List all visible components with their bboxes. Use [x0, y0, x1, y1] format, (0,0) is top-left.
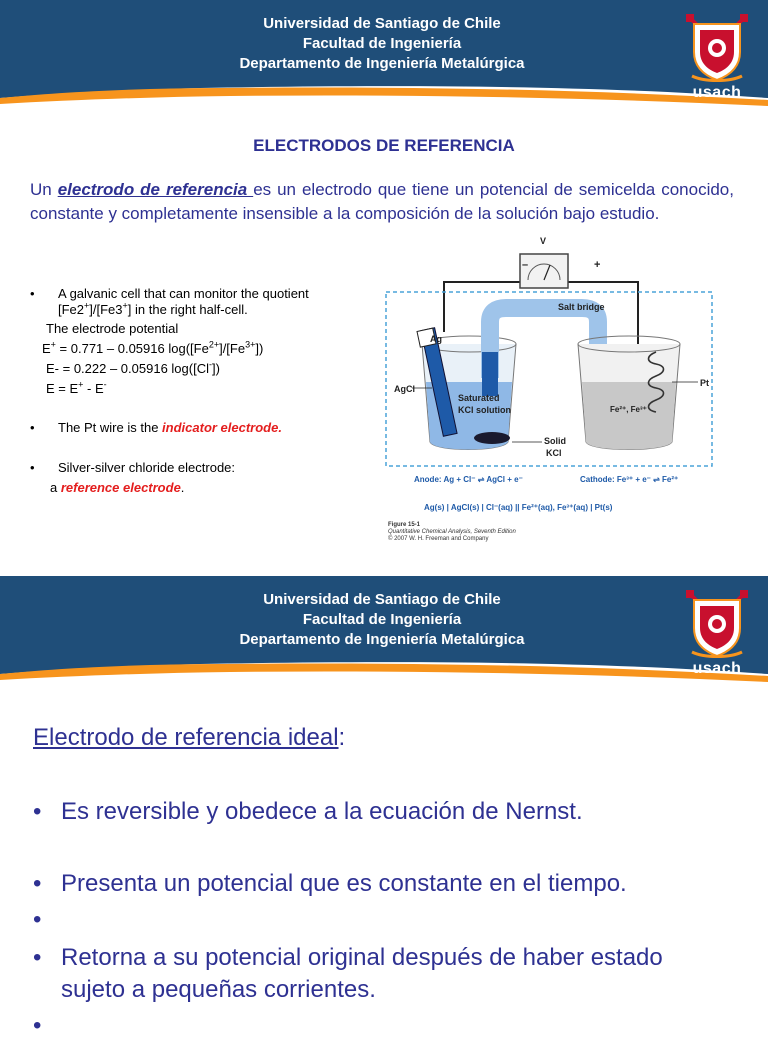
header-text: [0, 590, 768, 650]
department-name: Departamento de Ingeniería Metalúrgica: [239, 631, 525, 648]
kcl-solution-label: KCl solution: [458, 405, 511, 415]
usach-logo: [680, 10, 754, 106]
slide-gap: [0, 560, 768, 576]
anode-reaction: Anode: Ag + Cl⁻ ⇌ AgCl + e⁻: [414, 475, 523, 484]
galvanic-cell-diagram: [382, 232, 718, 546]
slide-title: Electrodo de referencia ideal:: [33, 724, 346, 751]
bullet-marker: •: [33, 906, 42, 933]
usach-wordmark: usach: [692, 660, 742, 677]
potential-label: The electrode potential: [46, 321, 179, 336]
bullet-marker: •: [33, 798, 42, 825]
bullet-marker: •: [30, 286, 35, 301]
slide-title: ELECTRODOS DE REFERENCIA: [253, 136, 515, 155]
bullet-marker: •: [33, 870, 42, 897]
slide-header: [0, 0, 768, 112]
department-name: Departamento de Ingeniería Metalúrgica: [239, 55, 525, 72]
indicator-electrode-term: indicator electrode.: [162, 420, 282, 435]
faculty-name: Facultad de Ingeniería: [302, 35, 462, 52]
faculty-name: Facultad de Ingeniería: [302, 611, 462, 628]
bullet-line-2: [Fe2+]/[Fe3+] in the right half-cell.: [58, 300, 248, 317]
header-text: [0, 14, 768, 74]
university-name: Universidad de Santiago de Chile: [263, 591, 501, 608]
reference-electrode-term: reference electrode: [60, 480, 181, 495]
ag-label: Ag: [430, 334, 442, 344]
slide-header: [0, 576, 768, 688]
fe-ions-label: Fe²⁺, Fe³⁺: [610, 405, 647, 414]
bullet-silver-electrode: • Silver-silver chloride electrode:: [30, 460, 236, 475]
bullet-galvanic-cell: [30, 286, 358, 318]
bullet-marker: •: [30, 460, 35, 475]
university-name: Universidad de Santiago de Chile: [263, 15, 501, 32]
cathode-reaction: Cathode: Fe³⁺ + e⁻ ⇌ Fe²⁺: [580, 475, 679, 484]
galvanic-cell-figure: [382, 232, 718, 546]
saturated-label: Saturated: [458, 393, 500, 403]
bullet-marker: •: [30, 420, 35, 435]
solid-label: Solid: [544, 436, 566, 446]
cell-notation: Ag(s) | AgCl(s) | Cl⁻(aq) || Fe²⁺(aq), Fe³⁺(aq) | Pt(s): [424, 503, 613, 512]
figure-caption: Figure 15-1 Quantitative Chemical Analysis, Seventh Edition © 2007 W. H. Freeman and Company: [388, 522, 516, 542]
list-item-text: Presenta un potencial que es constante en el tiempo.: [61, 870, 627, 897]
intro-paragraph: [30, 178, 734, 226]
bullet-line: A galvanic cell that can monitor the quotient: [58, 286, 309, 301]
intro-keyword: electrodo de referencia: [57, 180, 254, 199]
list-item-text: Retorna a su potencial original después de haber estado sujeto a pequeñas corrientes.: [61, 944, 663, 1003]
usach-logo: [680, 586, 754, 682]
plus-label: +: [594, 259, 601, 271]
salt-bridge-label: Salt bridge: [558, 302, 605, 312]
slide-2: [0, 576, 768, 1039]
kcl-label: KCl: [546, 448, 562, 458]
list-item-text: Es reversible y obedece a la ecuación de Nernst.: [61, 798, 583, 825]
agcl-label: AgCl: [394, 384, 415, 394]
equation-e-plus: E+ = 0.771 – 0.05916 $\log([Fe^{2+}]/[Fe^{3+}])$: [42, 339, 264, 356]
usach-shield-icon: [680, 586, 754, 660]
minus-label: –: [522, 259, 529, 271]
usach-wordmark: usach: [692, 84, 742, 101]
bullet-pt-wire: • The Pt wire is the indicator electrode.: [30, 420, 282, 435]
equation-e-minus: E- = 0.222 – 0.05916 log([Cl-]): [46, 359, 220, 376]
pt-label: Pt: [700, 378, 709, 388]
reference-electrode-line: a reference electrode.: [50, 480, 185, 495]
intro-rest: es un electrodo que tiene un potencial de semicelda conocido, constante y completamente insensible a la composición de la solución bajo estudio.: [30, 180, 734, 223]
voltmeter-label: V: [540, 236, 547, 246]
intro-prefix: Un: [30, 180, 58, 199]
bullet-marker: •: [33, 1012, 42, 1039]
usach-shield-icon: [680, 10, 754, 84]
equation-e-total: E = E+ - E-: [46, 379, 107, 396]
bullet-marker: •: [33, 944, 42, 971]
